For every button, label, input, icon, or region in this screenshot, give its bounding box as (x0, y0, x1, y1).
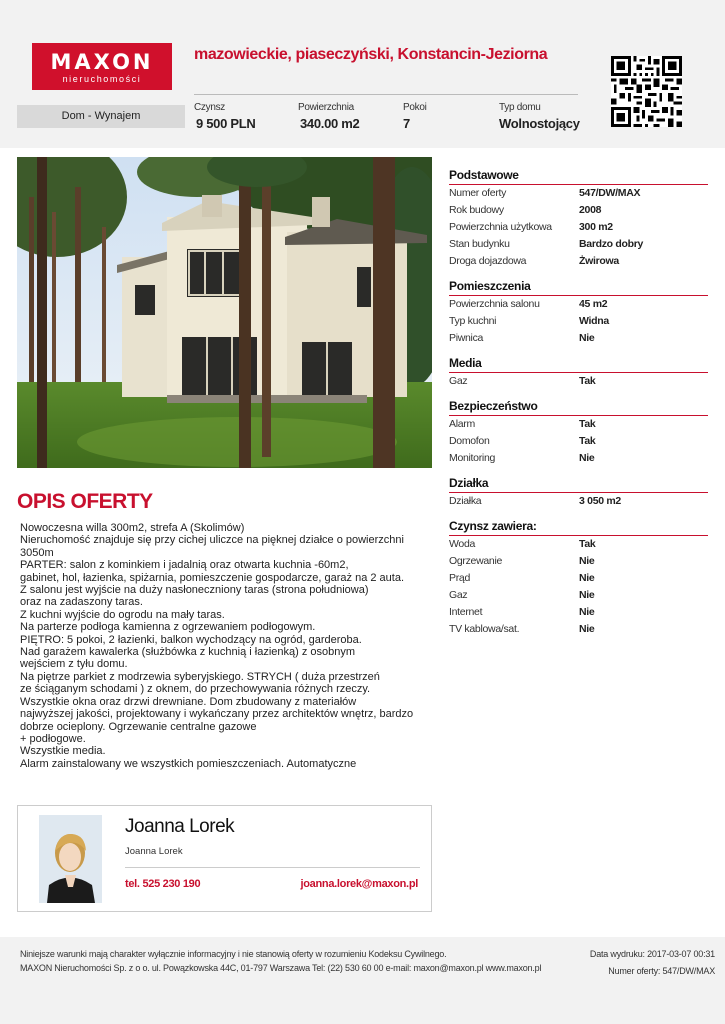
agent-avatar (39, 815, 102, 903)
detail-key: Stan budynku (449, 238, 510, 250)
stat-area (298, 102, 359, 131)
detail-row (449, 202, 708, 219)
agent-name: Joanna Lorek (125, 816, 235, 837)
detail-row (449, 621, 708, 638)
detail-row (449, 373, 708, 390)
detail-key: Internet (449, 606, 483, 618)
header-band (0, 0, 725, 148)
details-section (449, 356, 708, 390)
detail-row (449, 185, 708, 202)
details-section (449, 519, 708, 638)
footer-offer-number: Numer oferty: 547/DW/MAX (608, 966, 715, 976)
agent-card (17, 805, 432, 912)
detail-row (449, 570, 708, 587)
detail-key: Monitoring (449, 452, 496, 464)
footer-company-info: MAXON Nieruchomości Sp. z o o. ul. Powązkowska 44C, 01-797 Warszawa Tel: (22) 530 60 00 e-mail: maxon@maxon.pl www.maxon.pl (20, 963, 542, 973)
detail-value: Tak (579, 375, 596, 387)
detail-key: Ogrzewanie (449, 555, 503, 567)
detail-value: 2008 (579, 204, 602, 216)
detail-key: TV kablowa/sat. (449, 623, 520, 635)
logo-subtitle: nieruchomości (62, 74, 142, 84)
agent-phone-link[interactable]: tel. 525 230 190 (125, 878, 201, 890)
detail-row (449, 450, 708, 467)
detail-row (449, 587, 708, 604)
detail-value: Nie (579, 606, 595, 618)
detail-value: Nie (579, 452, 595, 464)
detail-row (449, 433, 708, 450)
details-panel (449, 168, 708, 647)
offer-type-badge: Dom - Wynajem (17, 105, 185, 128)
detail-row (449, 604, 708, 621)
detail-value: 45 m2 (579, 298, 608, 310)
detail-row (449, 253, 708, 270)
print-date: Data wydruku: 2017-03-07 00:31 (589, 949, 715, 959)
detail-key: Domofon (449, 435, 490, 447)
detail-row (449, 236, 708, 253)
description-text: Nowoczesna willa 300m2, strefa A (Skolimów) Nieruchomość znajduje się przy cichej uliczce na pięknej działce o powierzchni 3050m PARTER: salon z kominkiem i jadalnią oraz otwarta kuchnia -60m2, gabinet, hol, łazienka, spiżarnia, pomieszczenie gospodarcze, garaż na 2 auta. Z salonu jest wyjście na duży nasłoneczniony taras (strona południowa) oraz na zadaszony taras. Z kuchni wyjście do ogrodu na mały taras. Na parterze podłoga kamienna z ogrzewaniem podłogowym. PIĘTRO: 5 pokoi, 2 łazienki, balkon wychodzący na ogród, garderoba. Nad garażem kawalerka (służbówka z kuchnią i łazienką) z osobnym wejściem z tyłu domu. Na piętrze parkiet z modrzewia syberyjskiego. STRYCH ( duża przestrzeń ze ściąganym schodami ) z oknem, do przechowywania różnych rzeczy. Wszystkie okna oraz drzwi drewniane. Dom zbudowany z materiałów najwyższej jakości, projektowany i wykańczany przez architektów wnętrz, bardzo dobrze ocieplony. Ogrzewanie centralne gazowe + podłogowe. Wszystkie media. Alarm zainstalowany we wszystkich pomieszczeniach. Automatyczne (20, 522, 414, 770)
details-section (449, 279, 708, 347)
stat-label: Pokoi (403, 102, 427, 113)
detail-value: Tak (579, 418, 596, 430)
stat-rooms (403, 102, 427, 131)
detail-key: Rok budowy (449, 204, 504, 216)
detail-key: Woda (449, 538, 476, 550)
detail-key: Powierzchnia salonu (449, 298, 540, 310)
agent-subtitle: Joanna Lorek (125, 846, 183, 857)
detail-row (449, 219, 708, 236)
detail-value: Nie (579, 623, 595, 635)
detail-value: 547/DW/MAX (579, 187, 641, 199)
qr-code-icon[interactable] (611, 56, 682, 127)
detail-value: Nie (579, 555, 595, 567)
detail-row (449, 313, 708, 330)
stat-value: 340.00 m2 (300, 116, 360, 131)
detail-row (449, 416, 708, 433)
detail-key: Piwnica (449, 332, 484, 344)
section-title: Czynsz zawiera: (449, 519, 708, 536)
maxon-logo[interactable] (32, 43, 172, 90)
detail-row (449, 553, 708, 570)
detail-key: Działka (449, 495, 482, 507)
stat-value: 7 (403, 116, 410, 131)
detail-key: Typ kuchni (449, 315, 497, 327)
stat-value: Wolnostojący (499, 116, 580, 131)
agent-email-link[interactable]: joanna.lorek@maxon.pl (300, 878, 418, 890)
detail-row (449, 536, 708, 553)
detail-key: Alarm (449, 418, 475, 430)
detail-value: Nie (579, 332, 595, 344)
stat-label: Typ domu (499, 102, 541, 113)
detail-value: Widna (579, 315, 609, 327)
detail-row (449, 296, 708, 313)
detail-key: Gaz (449, 375, 468, 387)
detail-key: Prąd (449, 572, 470, 584)
detail-key: Gaz (449, 589, 468, 601)
agent-divider (125, 867, 420, 868)
section-title: Podstawowe (449, 168, 708, 185)
detail-value: Nie (579, 572, 595, 584)
detail-key: Droga dojazdowa (449, 255, 527, 267)
detail-key: Numer oferty (449, 187, 507, 199)
property-photo[interactable] (17, 157, 432, 468)
stat-house-type (499, 102, 580, 131)
detail-value: Tak (579, 538, 596, 550)
section-title: Bezpieczeństwo (449, 399, 708, 416)
footer (0, 937, 725, 1024)
footer-disclaimer: Niniejsze warunki mają charakter wyłącznie informacyjny i nie stanowią oferty w rozumieniu Kodeksu Cywilnego. (20, 949, 447, 959)
detail-value: 3 050 m2 (579, 495, 621, 507)
details-section (449, 399, 708, 467)
detail-row (449, 493, 708, 510)
location-title: mazowieckie, piaseczyński, Konstancin-Jeziorna (194, 46, 548, 63)
section-title: Media (449, 356, 708, 373)
detail-key: Powierzchnia użytkowa (449, 221, 552, 233)
description-title: OPIS OFERTY (17, 490, 153, 513)
stat-rent (194, 102, 255, 131)
section-title: Pomieszczenia (449, 279, 708, 296)
details-section (449, 168, 708, 270)
logo-wordmark: MAXON (50, 50, 154, 74)
stat-label: Powierzchnia (298, 102, 354, 113)
detail-value: Bardzo dobry (579, 238, 644, 250)
details-section (449, 476, 708, 510)
detail-row (449, 330, 708, 347)
header-divider (194, 94, 578, 95)
section-title: Działka (449, 476, 708, 493)
detail-value: Nie (579, 589, 595, 601)
stat-label: Czynsz (194, 102, 225, 113)
stat-value: 9 500 PLN (196, 116, 256, 131)
detail-value: 300 m2 (579, 221, 613, 233)
detail-value: Tak (579, 435, 596, 447)
detail-value: Żwirowa (579, 255, 619, 267)
